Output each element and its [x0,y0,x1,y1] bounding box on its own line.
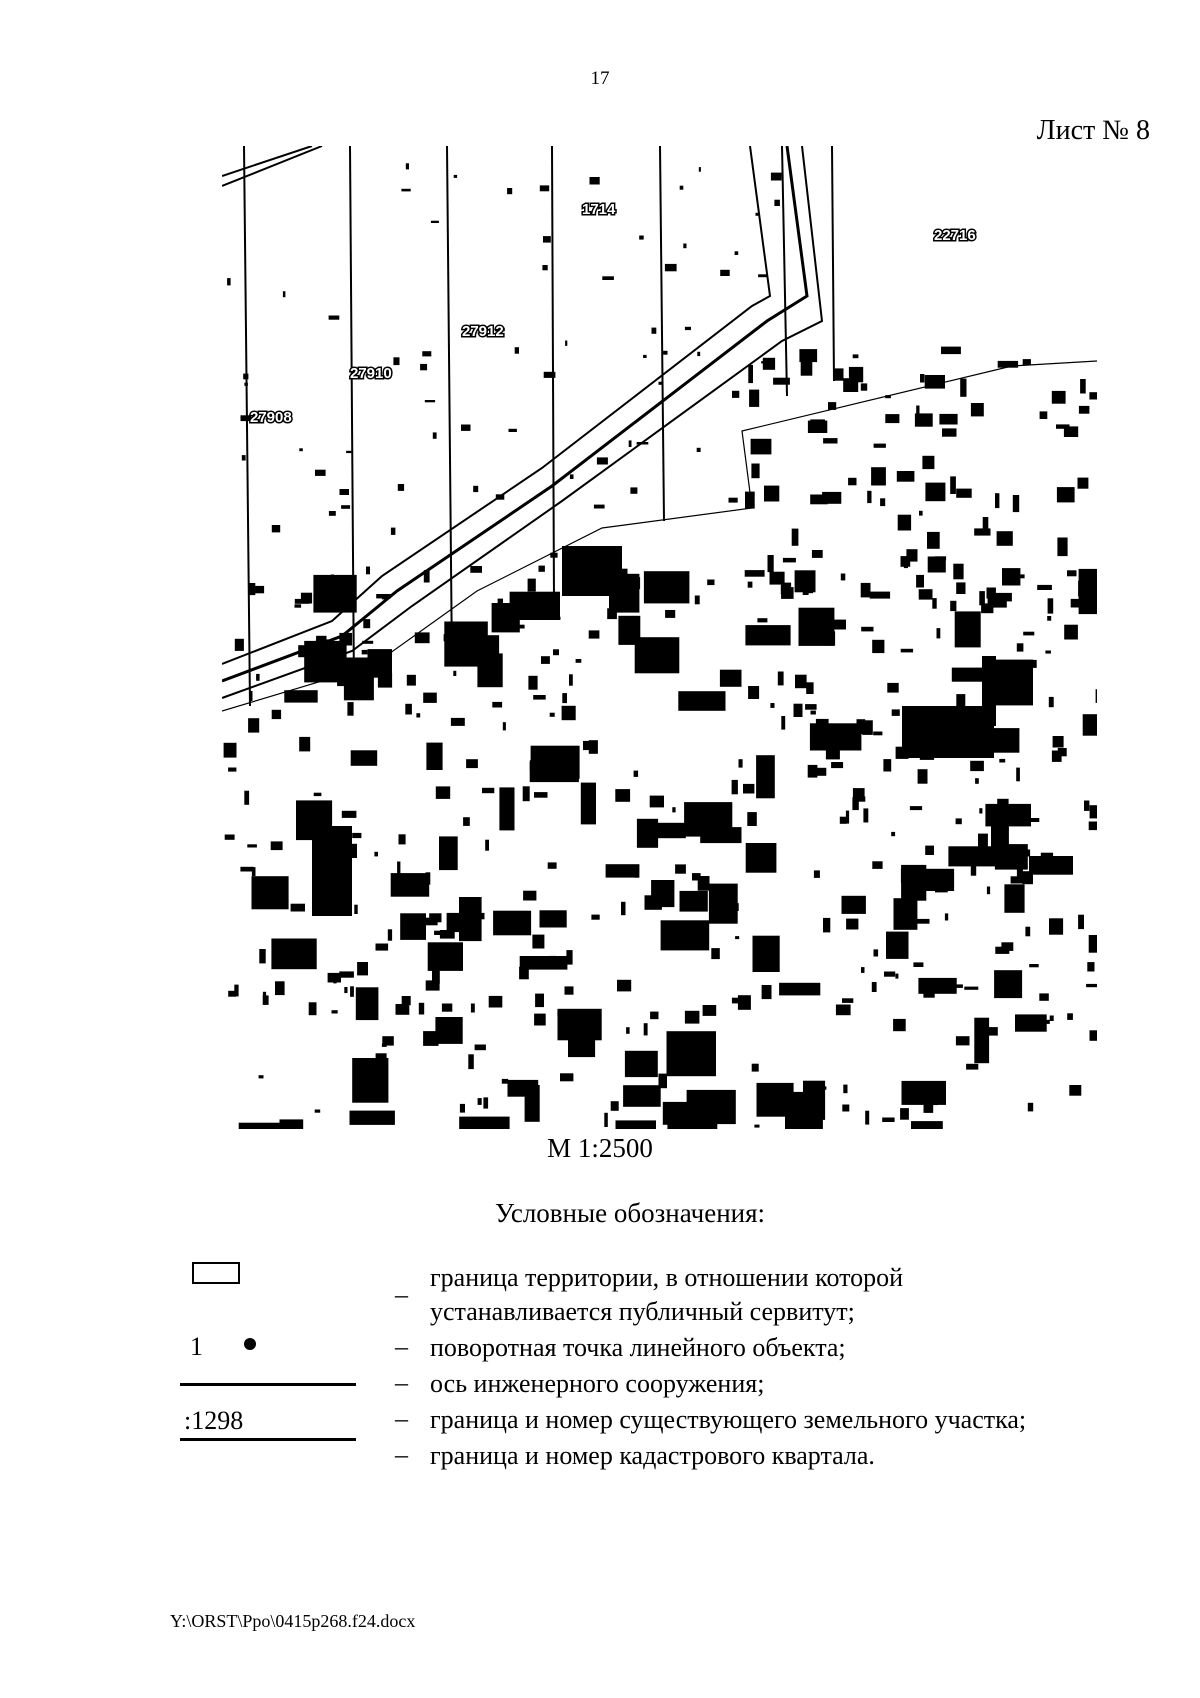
legend-heading: Условные обозначения: [494,1198,766,1228]
legend-item-quarter: граница и номер кадастрового квартала. [430,1441,875,1470]
legend-dash: – [395,1280,408,1309]
parcel-boundaries [222,146,834,706]
legend-dash: – [395,1404,408,1433]
footer-file-path: Y:\ORST\Ppo\0415p268.f24.docx [170,1611,416,1631]
sheet-title: Лист № 8 [1036,115,1150,146]
legend-dash: – [395,1368,408,1397]
parcel-label-27908: 27908 [250,409,292,426]
legend-dash: – [395,1440,408,1469]
legend-dash: – [395,1332,408,1361]
legend-item-parcel: граница и номер существующего земельного участка; [430,1405,1027,1434]
legend-item-axis: ось инженерного сооружения; [430,1369,765,1398]
page-number: 17 [590,68,610,89]
legend-axis-line-symbol [180,1383,356,1386]
parcel-label-27910: 27910 [350,365,392,382]
legend-item-servitude-line1: граница территории, в отношении которой [430,1263,904,1292]
legend-item-turning-point: поворотная точка линейного объекта; [430,1333,846,1362]
legend-item-servitude-line2: устанавливается публичный сервитут; [430,1297,855,1326]
legend-rectangle-symbol [192,1262,240,1284]
parcel-label-22716: 22716 [934,227,976,244]
legend-point-label: 1 [190,1332,203,1361]
legend-parcel-number: :1298 [184,1406,244,1435]
parcel-label-1714: 1714 [582,201,616,218]
parcel-label-27912: 27912 [462,323,504,340]
legend-parcel-line-symbol [180,1438,356,1441]
legend-point-symbol [244,1338,256,1350]
map-scale: М 1:2500 [547,1133,653,1163]
cadastral-map [222,146,1097,1129]
